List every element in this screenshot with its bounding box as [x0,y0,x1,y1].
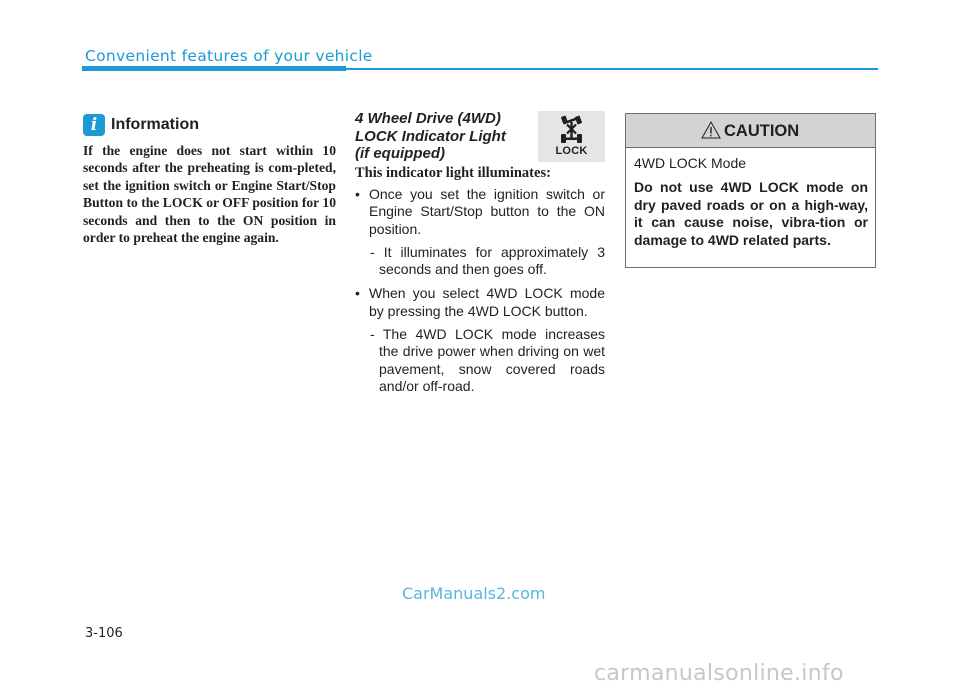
section-title-bar [82,66,346,71]
bullet-item [355,285,605,320]
caution-subtitle: 4WD LOCK Mode [634,155,747,171]
page-number: 3-106 [85,626,123,641]
bullet-item [355,186,605,238]
indicator-title [355,110,535,163]
bullet-text: Once you set the ignition switch or Engine Start/Stop button to the ON position. [369,186,605,237]
4wd-drivetrain-icon [557,114,586,144]
4wd-lock-indicator-icon [538,111,605,162]
watermark-link[interactable]: CarManuals2.com [402,584,546,603]
bullet-subitem: - The 4WD LOCK mode increases the drive power when driving on wet pavement, snow covered roads and/or off-road. [370,326,605,394]
info-icon: i [83,114,105,136]
indicator-title-line3: (if equipped) [355,145,445,162]
footer-watermark: carmanualsonline.info [594,661,844,686]
section-title: Convenient features of your vehicle [85,47,373,65]
indicator-bullets [355,186,605,395]
caution-header [626,114,875,148]
caution-text: Do not use 4WD LOCK mode on dry paved roads or on a high-way, it can cause noise, vibra-tion or damage to 4WD related parts. [634,179,868,248]
info-body: If the engine does not start within 10 seconds after the preheating is com-pleted, set the ignition switch or Engine Start/Stop Button to the LOCK or OFF position for 10 seconds and then to the ON position in order to preheat the engine again. [83,143,336,246]
header-rule [346,68,878,70]
bullet-text: When you select 4WD LOCK mode by pressing the 4WD LOCK button. [369,285,605,319]
lock-label: LOCK [555,145,588,157]
indicator-title-line1: 4 Wheel Drive (4WD) [355,110,501,127]
warning-triangle-icon [701,121,721,139]
indicator-title-line2: LOCK Indicator Light [355,127,506,145]
bullet-subitem: - It illuminates for approximately 3 seconds and then goes off. [370,243,605,278]
caution-box [625,113,876,268]
illuminates-heading: This indicator light illuminates: [355,165,551,181]
bullet-dot: • [355,285,360,302]
info-heading: Information [111,116,199,133]
bullet-dot: • [355,186,360,202]
caution-title: CAUTION [724,122,800,140]
